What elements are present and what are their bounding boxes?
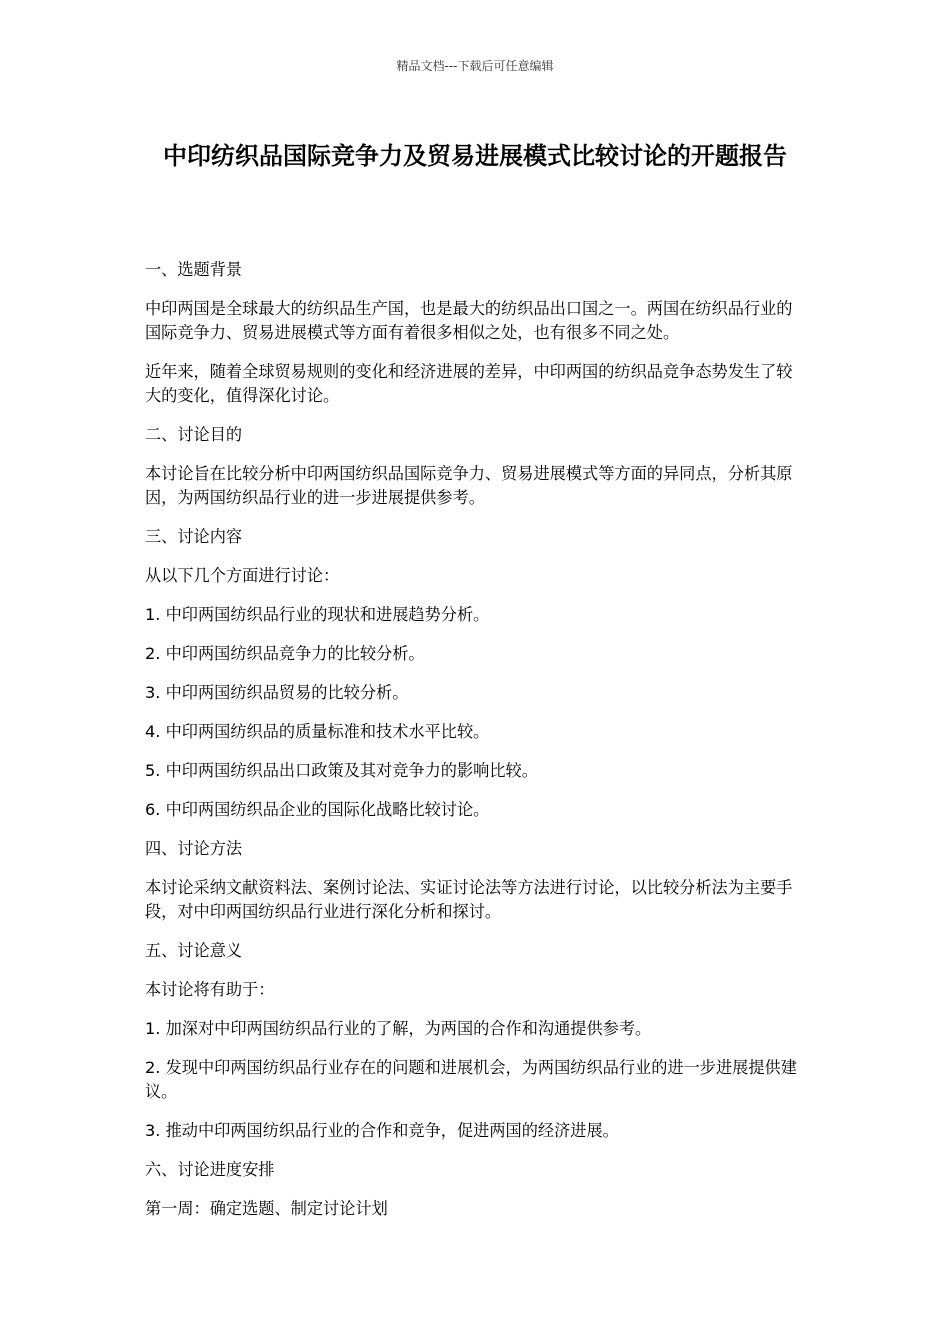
list-item: 4. 中印两国纺织品的质量标准和技术水平比较。	[145, 722, 490, 741]
section-heading-method: 四、讨论方法	[145, 839, 243, 858]
page-header: 精品文档---下载后可任意编辑	[396, 59, 554, 73]
list-item: 6. 中印两国纺织品企业的国际化战略比较讨论。	[145, 800, 490, 819]
paragraph: 本讨论采纳文献资料法、案例讨论法、实证讨论法等方法进行讨论，以比较分析法为主要手段，对中印两国纺织品行业进行深化分析和探讨。	[145, 878, 793, 921]
paragraph: 中印两国是全球最大的纺织品生产国，也是最大的纺织品出口国之一。两国在纺织品行业的国际竞争力、贸易进展模式等方面有着很多相似之处，也有很多不同之处。	[145, 299, 793, 342]
list-item: 3. 中印两国纺织品贸易的比较分析。	[145, 683, 409, 702]
paragraph: 本讨论将有助于：	[145, 980, 275, 999]
list-item: 2. 发现中印两国纺织品行业存在的问题和进展机会，为两国纺织品行业的进一步进展提供建议。	[145, 1058, 797, 1101]
document-title: 中印纺织品国际竞争力及贸易进展模式比较讨论的开题报告	[163, 142, 787, 170]
list-item: 1. 中印两国纺织品行业的现状和进展趋势分析。	[145, 605, 490, 624]
section-heading-background: 一、选题背景	[145, 260, 243, 279]
list-item: 2. 中印两国纺织品竞争力的比较分析。	[145, 644, 425, 663]
paragraph: 本讨论旨在比较分析中印两国纺织品国际竞争力、贸易进展模式等方面的异同点，分析其原因，为两国纺织品行业的进一步进展提供参考。	[145, 464, 793, 507]
paragraph: 近年来，随着全球贸易规则的变化和经济进展的差异，中印两国的纺织品竞争态势发生了较大的变化，值得深化讨论。	[145, 362, 793, 405]
section-heading-purpose: 二、讨论目的	[145, 425, 243, 444]
paragraph: 从以下几个方面进行讨论：	[145, 566, 340, 585]
list-item: 5. 中印两国纺织品出口政策及其对竞争力的影响比较。	[145, 761, 538, 780]
section-heading-significance: 五、讨论意义	[145, 941, 243, 960]
list-item: 3. 推动中印两国纺织品行业的合作和竞争，促进两国的经济进展。	[145, 1121, 619, 1140]
list-item: 1. 加深对中印两国纺织品行业的了解，为两国的合作和沟通提供参考。	[145, 1019, 652, 1038]
paragraph: 第一周：确定选题、制定讨论计划	[145, 1199, 388, 1218]
section-heading-content: 三、讨论内容	[145, 527, 243, 546]
document-body	[145, 258, 805, 1236]
section-heading-schedule: 六、讨论进度安排	[145, 1160, 275, 1179]
